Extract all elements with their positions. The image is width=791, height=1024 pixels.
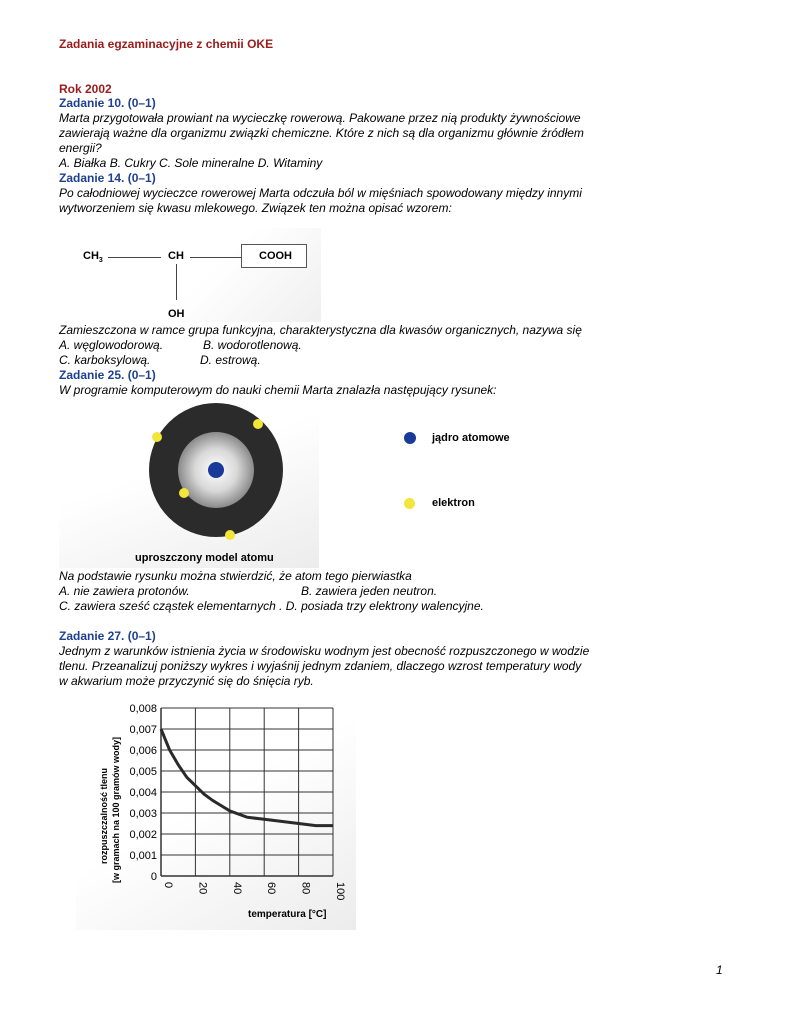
electron-dot [253, 419, 263, 429]
q25-question: Na podstawie rysunku można stwierdzić, że atom tego pierwiastka [59, 569, 412, 583]
oh-group: OH [168, 308, 185, 320]
atom-figure [59, 400, 319, 568]
solubility-series-line [161, 729, 333, 826]
x-tick-label: 0 [162, 882, 174, 889]
q10-options: A. Białka B. Cukry C. Sole mineralne D. Witaminy [59, 156, 323, 170]
electron-dot [179, 488, 189, 498]
q10-text-line: energii? [59, 141, 102, 155]
functional-group-frame [241, 244, 307, 268]
electron-legend-dot [404, 498, 415, 509]
bond-line [190, 257, 241, 258]
q25-option-a: A. nie zawiera protonów. [59, 584, 190, 598]
q27-text-line: w akwarium może przyczynić się do śnięcia ryb. [59, 674, 314, 688]
q10-header: Zadanie 10. (0–1) [59, 96, 156, 110]
ch-group: CH [168, 250, 184, 262]
q14-text-line: Po całodniowej wycieczce rowerowej Marta odczuła ból w mięśniach spowodowany między innymi [59, 186, 582, 200]
atom-model [59, 400, 319, 568]
doc-title: Zadania egzaminacyjne z chemii OKE [59, 37, 274, 51]
y-tick-label: 0,001 [129, 850, 157, 862]
q27-header: Zadanie 27. (0–1) [59, 629, 156, 643]
q10-text-line: Marta przygotowała prowiant na wycieczkę rowerową. Pakowane przez nią produkty żywnościowe [59, 111, 581, 125]
q25-intro: W programie komputerowym do nauki chemii Marta znalazła następujący rysunek: [59, 383, 497, 397]
q27-text-line: Jednym z warunków istnienia życia w środowisku wodnym jest obecność rozpuszczonego w wodzie [59, 644, 590, 658]
y-tick-label: 0,002 [129, 829, 157, 841]
x-tick-label: 40 [230, 882, 243, 895]
formula-figure [59, 228, 321, 322]
cooh-group: COOH [259, 250, 292, 262]
q14-option-d: D. estrową. [200, 353, 261, 367]
electron-legend-label: elektron [432, 497, 475, 509]
q14-option-b: B. wodorotlenową. [203, 338, 302, 352]
y-tick-label: 0,007 [129, 724, 157, 736]
nucleus-legend-dot [404, 432, 416, 444]
q14-question: Zamieszczona w ramce grupa funkcyjna, charakterystyczna dla kwasów organicznych, nazywa się [59, 323, 582, 337]
q25-header: Zadanie 25. (0–1) [59, 368, 156, 382]
y-tick-label: 0,004 [129, 787, 157, 799]
y-axis-label: rozpuszczalność tlenu [99, 767, 109, 865]
q14-header: Zadanie 14. (0–1) [59, 171, 156, 185]
y-tick-label: 0,006 [129, 745, 157, 757]
q14-text-line: wytworzeniem się kwasu mlekowego. Związek ten można opisać wzorem: [59, 201, 452, 215]
chart-svg [76, 698, 356, 930]
bond-line [176, 264, 177, 300]
y-tick-label: 0,005 [129, 766, 157, 778]
x-tick-label: 60 [265, 882, 278, 895]
q27-text-line: tlenu. Przeanalizuj poniższy wykres i wyjaśnij jednym zdaniem, dlaczego wzrost temperatury wody [59, 659, 582, 673]
y-tick-label: 0,003 [129, 808, 157, 820]
q14-option-a: A. węglowodorową. [59, 338, 164, 352]
electron-dot [225, 530, 235, 540]
ch3-group: $CH_3$ [83, 250, 103, 265]
q14-option-c: C. karboksylową. [59, 353, 151, 367]
x-tick-label: 80 [299, 882, 312, 895]
nucleus-legend-label: jądro atomowe [432, 432, 510, 444]
q25-option-cd: C. zawiera sześć cząstek elementarnych . D. posiada trzy elektrony walencyjne. [59, 599, 484, 613]
q25-option-b: B. zawiera jeden neutron. [301, 584, 438, 598]
x-tick-label: 20 [196, 882, 209, 895]
page-number: 1 [716, 963, 723, 977]
x-axis-label: temperatura [°C] [248, 909, 327, 920]
y-axis-label-unit: [w gramach na 100 gramów wody] [111, 736, 121, 884]
q10-text-line: zawierają ważne dla organizmu związki chemiczne. Które z nich są dla organizmu głównie źródłem [59, 126, 584, 140]
electron-dot [152, 432, 162, 442]
y-tick-label: 0,008 [129, 703, 157, 715]
y-tick-label: 0 [150, 871, 157, 883]
atom-caption: uproszczony model atomu [135, 552, 274, 564]
year-heading: Rok 2002 [59, 82, 112, 96]
nucleus-dot [208, 462, 224, 478]
x-tick-label: 100 [334, 882, 346, 901]
solubility-chart [76, 698, 356, 930]
bond-line [108, 257, 161, 258]
